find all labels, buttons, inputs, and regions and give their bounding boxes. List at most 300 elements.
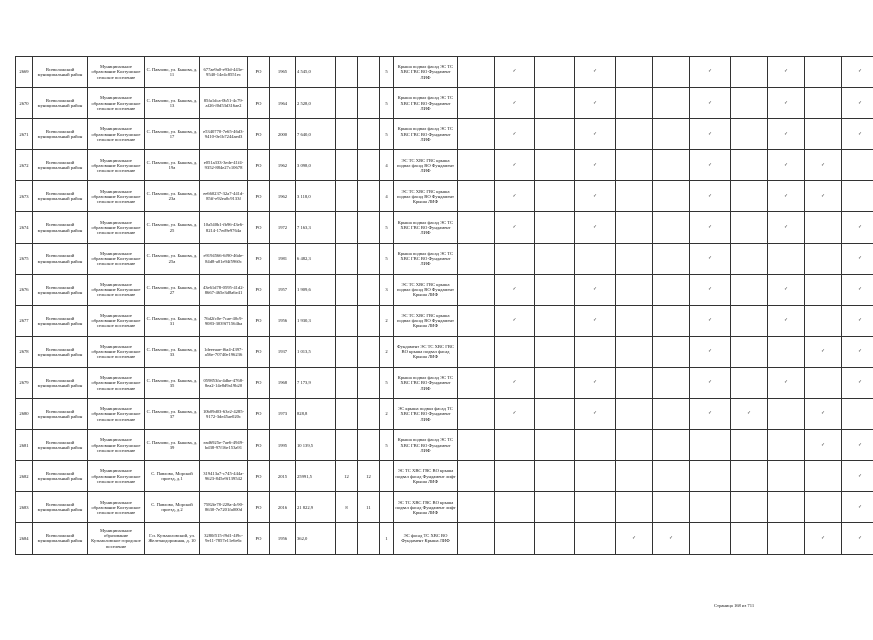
empty-cell	[653, 57, 690, 88]
empty-cell	[616, 88, 653, 119]
row-number: 2674	[16, 212, 33, 243]
municipality-cell: Муниципальное образование Колтушское сельское поселение	[88, 461, 145, 492]
works-cell: Крыша подвал фасад ЭС ТС ХВС ГВС ВО Фундамент ЛИФ	[394, 430, 458, 461]
count-cell	[358, 150, 380, 181]
year-cell: 2016	[270, 492, 296, 523]
works-cell: Крыша подвал фасад ЭС ТС ХВС ГВС ВО Фундамент ЛИФ	[394, 119, 458, 150]
empty-cell	[653, 336, 690, 367]
check-mark-icon: ✓	[842, 523, 873, 554]
municipality-cell: Муниципальное образование Колтушское сельское поселение	[88, 88, 145, 119]
check-mark-icon: ✓	[805, 181, 842, 212]
address-cell: С. Павлово, ул. Быкова, д. 19а	[145, 150, 200, 181]
empty-cell	[535, 336, 575, 367]
year-cell: 1973	[270, 399, 296, 430]
address-cell: С. Павлово, ул. Быкова, д. 23а	[145, 181, 200, 212]
empty-cell	[535, 305, 575, 336]
building-id-cell: 1deeeaae-f6a4-4397-a56e-70740e196236	[200, 336, 248, 367]
municipality-cell: Муниципальное образование Колтушское сельское поселение	[88, 119, 145, 150]
table-row	[16, 243, 873, 274]
check-mark-icon: ✓	[842, 274, 873, 305]
area-cell: 3 118,0	[296, 181, 336, 212]
empty-cell	[495, 430, 535, 461]
check-mark-icon: ✓	[768, 305, 805, 336]
row-number: 2678	[16, 336, 33, 367]
check-mark-icon: ✓	[842, 430, 873, 461]
empty-cell	[535, 461, 575, 492]
works-cell: Фундамент ЭС ТС ХВС ГВС ВО крыша подвал фасад Крыша ЛИФ	[394, 336, 458, 367]
table-row	[16, 492, 873, 523]
check-mark-icon: ✓	[495, 57, 535, 88]
table-row	[16, 212, 873, 243]
count-cell	[336, 181, 358, 212]
ro-cell: РО	[248, 461, 270, 492]
district-cell: Всеволожский муниципальный район	[33, 461, 88, 492]
floors-cell: 5	[380, 243, 394, 274]
check-mark-icon: ✓	[690, 88, 731, 119]
empty-cell	[616, 57, 653, 88]
count-cell	[336, 274, 358, 305]
floors-cell: 2	[380, 336, 394, 367]
district-cell: Всеволожский муниципальный район	[33, 523, 88, 554]
address-cell: С. Павлово, ул. Быкова, д. 31	[145, 305, 200, 336]
empty-cell	[805, 57, 842, 88]
check-mark-icon: ✓	[690, 181, 731, 212]
check-mark-icon: ✓	[616, 523, 653, 554]
count-cell	[358, 274, 380, 305]
empty-cell	[616, 212, 653, 243]
district-cell: Всеволожский муниципальный район	[33, 492, 88, 523]
floors-cell: 3	[380, 274, 394, 305]
table-row	[16, 367, 873, 398]
works-cell: ЭС ТС ХВС ГВС крыша подвал фасад ВО Фундамент Крыша ЛИФ	[394, 305, 458, 336]
ro-cell: РО	[248, 367, 270, 398]
count-cell	[336, 88, 358, 119]
empty-cell	[731, 212, 768, 243]
empty-cell	[653, 150, 690, 181]
row-number: 2682	[16, 461, 33, 492]
building-id-cell: 10b09d03-63e2-4285-9172-3de45ae020c	[200, 399, 248, 430]
empty-cell	[458, 461, 495, 492]
district-cell: Всеволожский муниципальный район	[33, 399, 88, 430]
empty-cell	[535, 150, 575, 181]
row-number: 2671	[16, 119, 33, 150]
municipality-cell: Муниципальное образование Колтушское сельское поселение	[88, 150, 145, 181]
check-mark-icon: ✓	[842, 243, 873, 274]
empty-cell	[575, 461, 616, 492]
address-cell: С. Павлово, ул. Быкова, д. 39	[145, 430, 200, 461]
empty-cell	[458, 492, 495, 523]
address-cell: С. Павлово, ул. Быкова, д. 27	[145, 274, 200, 305]
housing-register-table	[15, 56, 873, 555]
empty-cell	[495, 336, 535, 367]
building-id-cell: e5340770-7e65-46d3-9410-0e1b7244aed3	[200, 119, 248, 150]
check-mark-icon: ✓	[768, 212, 805, 243]
count-cell: 8	[336, 492, 358, 523]
floors-cell: 5	[380, 57, 394, 88]
empty-cell	[616, 181, 653, 212]
empty-cell	[458, 367, 495, 398]
empty-cell	[805, 212, 842, 243]
address-cell: С. Павлово, Морской проезд, д.2	[145, 492, 200, 523]
count-cell	[336, 367, 358, 398]
floors-cell	[380, 492, 394, 523]
check-mark-icon: ✓	[575, 57, 616, 88]
address-cell: С. Павлово, ул. Быкова, д. 25а	[145, 243, 200, 274]
area-cell: 4 545,0	[296, 57, 336, 88]
building-id-cell: 7582fe78-228a-4c90-8630-7e7201fa000d	[200, 492, 248, 523]
empty-cell	[495, 461, 535, 492]
address-cell: С. Павлово, ул. Быкова, д. 25	[145, 212, 200, 243]
check-mark-icon: ✓	[690, 119, 731, 150]
count-cell	[336, 57, 358, 88]
row-number: 2673	[16, 181, 33, 212]
empty-cell	[458, 305, 495, 336]
check-mark-icon: ✓	[805, 430, 842, 461]
area-cell: 25991,5	[296, 461, 336, 492]
empty-cell	[731, 430, 768, 461]
district-cell: Всеволожский муниципальный район	[33, 367, 88, 398]
check-mark-icon: ✓	[690, 57, 731, 88]
year-cell: 1995	[270, 430, 296, 461]
municipality-cell: Муниципальное образование Колтушское сельское поселение	[88, 57, 145, 88]
table-row	[16, 181, 873, 212]
ro-cell: РО	[248, 523, 270, 554]
empty-cell	[495, 243, 535, 274]
works-cell: Крыша подвал фасад ЭС ТС ХВС ГВС ВО Фундамент ЛИФ	[394, 243, 458, 274]
empty-cell	[653, 367, 690, 398]
empty-cell	[616, 119, 653, 150]
empty-cell	[731, 305, 768, 336]
table-row	[16, 57, 873, 88]
check-mark-icon: ✓	[690, 305, 731, 336]
building-id-cell: 319413a7-c745-444a-9623-845e9f139542	[200, 461, 248, 492]
check-mark-icon: ✓	[575, 181, 616, 212]
count-cell: 12	[358, 461, 380, 492]
check-mark-icon: ✓	[495, 305, 535, 336]
empty-cell	[616, 336, 653, 367]
building-id-cell: e9194566-6f90-46de-84d8-a01e94f5960c	[200, 243, 248, 274]
empty-cell	[805, 461, 842, 492]
empty-cell	[690, 523, 731, 554]
year-cell: 1956	[270, 305, 296, 336]
check-mark-icon: ✓	[731, 399, 768, 430]
count-cell	[358, 212, 380, 243]
year-cell: 2015	[270, 461, 296, 492]
check-mark-icon: ✓	[842, 212, 873, 243]
empty-cell	[768, 430, 805, 461]
municipality-cell: Муниципальное образование Кузьмоловское городское поселение	[88, 523, 145, 554]
ro-cell: РО	[248, 305, 270, 336]
floors-cell: 4	[380, 150, 394, 181]
district-cell: Всеволожский муниципальный район	[33, 150, 88, 181]
check-mark-icon: ✓	[495, 367, 535, 398]
check-mark-icon: ✓	[842, 57, 873, 88]
works-cell: ЭС ТС ХВС ГВС крыша подвал фасад ВО Фундамент ЛИФ	[394, 150, 458, 181]
row-number: 2679	[16, 367, 33, 398]
works-cell: ЭС ТС ХВС ГВС крыша подвал фасад ВО Фундамент Крыша ЛИФ	[394, 181, 458, 212]
count-cell	[336, 212, 358, 243]
ro-cell: РО	[248, 181, 270, 212]
empty-cell	[690, 430, 731, 461]
check-mark-icon: ✓	[805, 150, 842, 181]
empty-cell	[731, 274, 768, 305]
count-cell	[336, 399, 358, 430]
municipality-cell: Муниципальное образование Колтушское сельское поселение	[88, 212, 145, 243]
empty-cell	[535, 274, 575, 305]
district-cell: Всеволожский муниципальный район	[33, 274, 88, 305]
empty-cell	[575, 523, 616, 554]
area-cell: 10 139,5	[296, 430, 336, 461]
empty-cell	[535, 57, 575, 88]
table-row	[16, 430, 873, 461]
empty-cell	[805, 367, 842, 398]
table-row	[16, 88, 873, 119]
check-mark-icon: ✓	[690, 336, 731, 367]
empty-cell	[653, 492, 690, 523]
municipality-cell: Муниципальное образование Колтушское сельское поселение	[88, 181, 145, 212]
check-mark-icon: ✓	[495, 88, 535, 119]
check-mark-icon: ✓	[768, 367, 805, 398]
district-cell: Всеволожский муниципальный район	[33, 212, 88, 243]
check-mark-icon: ✓	[690, 367, 731, 398]
check-mark-icon: ✓	[653, 523, 690, 554]
building-id-cell: ee660237-32a7-441d-85ff-e92ea0c9133f	[200, 181, 248, 212]
year-cell: 1964	[270, 88, 296, 119]
year-cell: 1981	[270, 243, 296, 274]
empty-cell	[535, 430, 575, 461]
count-cell	[358, 243, 380, 274]
check-mark-icon: ✓	[768, 181, 805, 212]
row-number: 2676	[16, 274, 33, 305]
empty-cell	[495, 523, 535, 554]
municipality-cell: Муниципальное образование Колтушское сельское поселение	[88, 399, 145, 430]
empty-cell	[768, 523, 805, 554]
empty-cell	[458, 430, 495, 461]
floors-cell: 5	[380, 119, 394, 150]
empty-cell	[616, 399, 653, 430]
empty-cell	[768, 461, 805, 492]
address-cell: С. Павлово, ул. Быкова, д. 35	[145, 367, 200, 398]
empty-cell	[535, 181, 575, 212]
count-cell	[358, 181, 380, 212]
works-cell: ЭС крыша подвал фасад ТС ХВС ГВС ВО Фундамент ЛИФ	[394, 399, 458, 430]
check-mark-icon: ✓	[575, 399, 616, 430]
check-mark-icon: ✓	[805, 399, 842, 430]
empty-cell	[690, 461, 731, 492]
district-cell: Всеволожский муниципальный район	[33, 88, 88, 119]
year-cell: 1972	[270, 212, 296, 243]
row-number: 2672	[16, 150, 33, 181]
municipality-cell: Муниципальное образование Колтушское сельское поселение	[88, 492, 145, 523]
empty-cell	[731, 88, 768, 119]
district-cell: Всеволожский муниципальный район	[33, 181, 88, 212]
year-cell: 1965	[270, 57, 296, 88]
year-cell: 1956	[270, 523, 296, 554]
municipality-cell: Муниципальное образование Колтушское сельское поселение	[88, 367, 145, 398]
check-mark-icon: ✓	[575, 274, 616, 305]
count-cell: 12	[336, 461, 358, 492]
empty-cell	[731, 243, 768, 274]
empty-cell	[731, 150, 768, 181]
ro-cell: РО	[248, 57, 270, 88]
check-mark-icon: ✓	[690, 274, 731, 305]
empty-cell	[616, 243, 653, 274]
empty-cell	[731, 119, 768, 150]
check-mark-icon: ✓	[768, 274, 805, 305]
check-mark-icon: ✓	[842, 119, 873, 150]
empty-cell	[653, 430, 690, 461]
check-mark-icon: ✓	[575, 88, 616, 119]
works-cell: ЭС фасад ТС ХВС ВО Фундамент Крыша ЛИФ	[394, 523, 458, 554]
ro-cell: РО	[248, 336, 270, 367]
empty-cell	[768, 399, 805, 430]
address-cell: С. Павлово, ул. Быкова, д. 11	[145, 57, 200, 88]
table-row	[16, 523, 873, 554]
table-row	[16, 119, 873, 150]
check-mark-icon: ✓	[495, 181, 535, 212]
empty-cell	[653, 181, 690, 212]
count-cell	[336, 336, 358, 367]
empty-cell	[458, 243, 495, 274]
empty-cell	[805, 243, 842, 274]
empty-cell	[653, 243, 690, 274]
municipality-cell: Муниципальное образование Колтушское сельское поселение	[88, 336, 145, 367]
empty-cell	[616, 430, 653, 461]
empty-cell	[768, 492, 805, 523]
ro-cell: РО	[248, 212, 270, 243]
building-id-cell: e051a333-3ede-41f4-9352-884e27c10678	[200, 150, 248, 181]
year-cell: 1968	[270, 367, 296, 398]
count-cell	[336, 119, 358, 150]
area-cell: 828,8	[296, 399, 336, 430]
floors-cell: 2	[380, 305, 394, 336]
count-cell	[358, 523, 380, 554]
empty-cell	[653, 88, 690, 119]
check-mark-icon: ✓	[842, 461, 873, 492]
year-cell: 1957	[270, 274, 296, 305]
address-cell: С. Павлово, ул. Быкова, д. 37	[145, 399, 200, 430]
count-cell	[336, 305, 358, 336]
building-id-cell: 76d2fc0e-7cae-40c9-9083-3039f71564ba	[200, 305, 248, 336]
empty-cell	[653, 305, 690, 336]
row-number: 2675	[16, 243, 33, 274]
empty-cell	[616, 150, 653, 181]
empty-cell	[653, 461, 690, 492]
ro-cell: РО	[248, 88, 270, 119]
empty-cell	[616, 305, 653, 336]
building-id-cell: 85fa1dca-0b51-4c79-af26-f0d53d316ae2	[200, 88, 248, 119]
empty-cell	[653, 119, 690, 150]
works-cell: ЭС ТС ХВС ГВС крыша подвал фасад ВО Фундамент Крыша ЛИФ	[394, 274, 458, 305]
works-cell: Крыша подвал фасад ЭС ТС ХВС ГВС ВО Фундамент ЛИФ	[394, 88, 458, 119]
address-cell: С. Павлово, Морской проезд, д.1	[145, 461, 200, 492]
count-cell	[358, 119, 380, 150]
empty-cell	[535, 367, 575, 398]
check-mark-icon: ✓	[575, 367, 616, 398]
check-mark-icon: ✓	[495, 212, 535, 243]
count-cell	[358, 367, 380, 398]
empty-cell	[616, 492, 653, 523]
count-cell: 11	[358, 492, 380, 523]
table-row	[16, 150, 873, 181]
area-cell: 1 930,3	[296, 305, 336, 336]
district-cell: Всеволожский муниципальный район	[33, 119, 88, 150]
empty-cell	[805, 119, 842, 150]
row-number: 2670	[16, 88, 33, 119]
floors-cell: 5	[380, 88, 394, 119]
check-mark-icon: ✓	[690, 243, 731, 274]
check-mark-icon: ✓	[690, 399, 731, 430]
check-mark-icon: ✓	[495, 274, 535, 305]
check-mark-icon: ✓	[768, 119, 805, 150]
table-row	[16, 274, 873, 305]
empty-cell	[768, 243, 805, 274]
page-footer: Страница 168 из 711	[714, 603, 755, 608]
check-mark-icon: ✓	[768, 88, 805, 119]
check-mark-icon: ✓	[575, 150, 616, 181]
building-id-cell: 059853fa-4dbe-4768-8ea2-14e8d9a19b20	[200, 367, 248, 398]
check-mark-icon: ✓	[495, 150, 535, 181]
municipality-cell: Муниципальное образование Колтушское сельское поселение	[88, 243, 145, 274]
district-cell: Всеволожский муниципальный район	[33, 57, 88, 88]
building-id-cell: 43e61d78-0595-41d2-8667-465e3d8a6e41	[200, 274, 248, 305]
ro-cell: РО	[248, 119, 270, 150]
check-mark-icon: ✓	[690, 212, 731, 243]
area-cell: 21 822,9	[296, 492, 336, 523]
empty-cell	[616, 367, 653, 398]
ro-cell: РО	[248, 399, 270, 430]
area-cell: 6 482,3	[296, 243, 336, 274]
check-mark-icon: ✓	[842, 336, 873, 367]
year-cell: 1962	[270, 181, 296, 212]
empty-cell	[842, 150, 873, 181]
empty-cell	[690, 492, 731, 523]
check-mark-icon: ✓	[805, 336, 842, 367]
district-cell: Всеволожский муниципальный район	[33, 336, 88, 367]
empty-cell	[458, 523, 495, 554]
empty-cell	[575, 243, 616, 274]
empty-cell	[535, 523, 575, 554]
ro-cell: РО	[248, 150, 270, 181]
row-number: 2684	[16, 523, 33, 554]
building-id-cell: 677ae9a0-e93d-443e-9540-14e4c8551ec	[200, 57, 248, 88]
row-number: 2683	[16, 492, 33, 523]
empty-cell	[458, 336, 495, 367]
empty-cell	[805, 274, 842, 305]
empty-cell	[535, 492, 575, 523]
check-mark-icon: ✓	[495, 399, 535, 430]
works-cell: ЭС ТС ХВС ГВС ВО крыша подвал фасад Фундамент лифт Крыша ЛИФ	[394, 492, 458, 523]
area-cell: 7 640,0	[296, 119, 336, 150]
empty-cell	[842, 399, 873, 430]
check-mark-icon: ✓	[768, 150, 805, 181]
count-cell	[336, 430, 358, 461]
table-row	[16, 461, 873, 492]
empty-cell	[458, 57, 495, 88]
row-number: 2669	[16, 57, 33, 88]
empty-cell	[458, 212, 495, 243]
empty-cell	[535, 243, 575, 274]
empty-cell	[731, 336, 768, 367]
check-mark-icon: ✓	[768, 57, 805, 88]
building-id-cell: ead6925e-7ae6-4949-bd38-97f16e153a91	[200, 430, 248, 461]
address-cell: С. Павлово, ул. Быкова, д. 33	[145, 336, 200, 367]
check-mark-icon: ✓	[842, 88, 873, 119]
table-row	[16, 399, 873, 430]
empty-cell	[495, 492, 535, 523]
building-id-cell: 3280f515-f9d1-4f9c-9e11-7857e11e6e6c	[200, 523, 248, 554]
area-cell: 7 173,9	[296, 367, 336, 398]
